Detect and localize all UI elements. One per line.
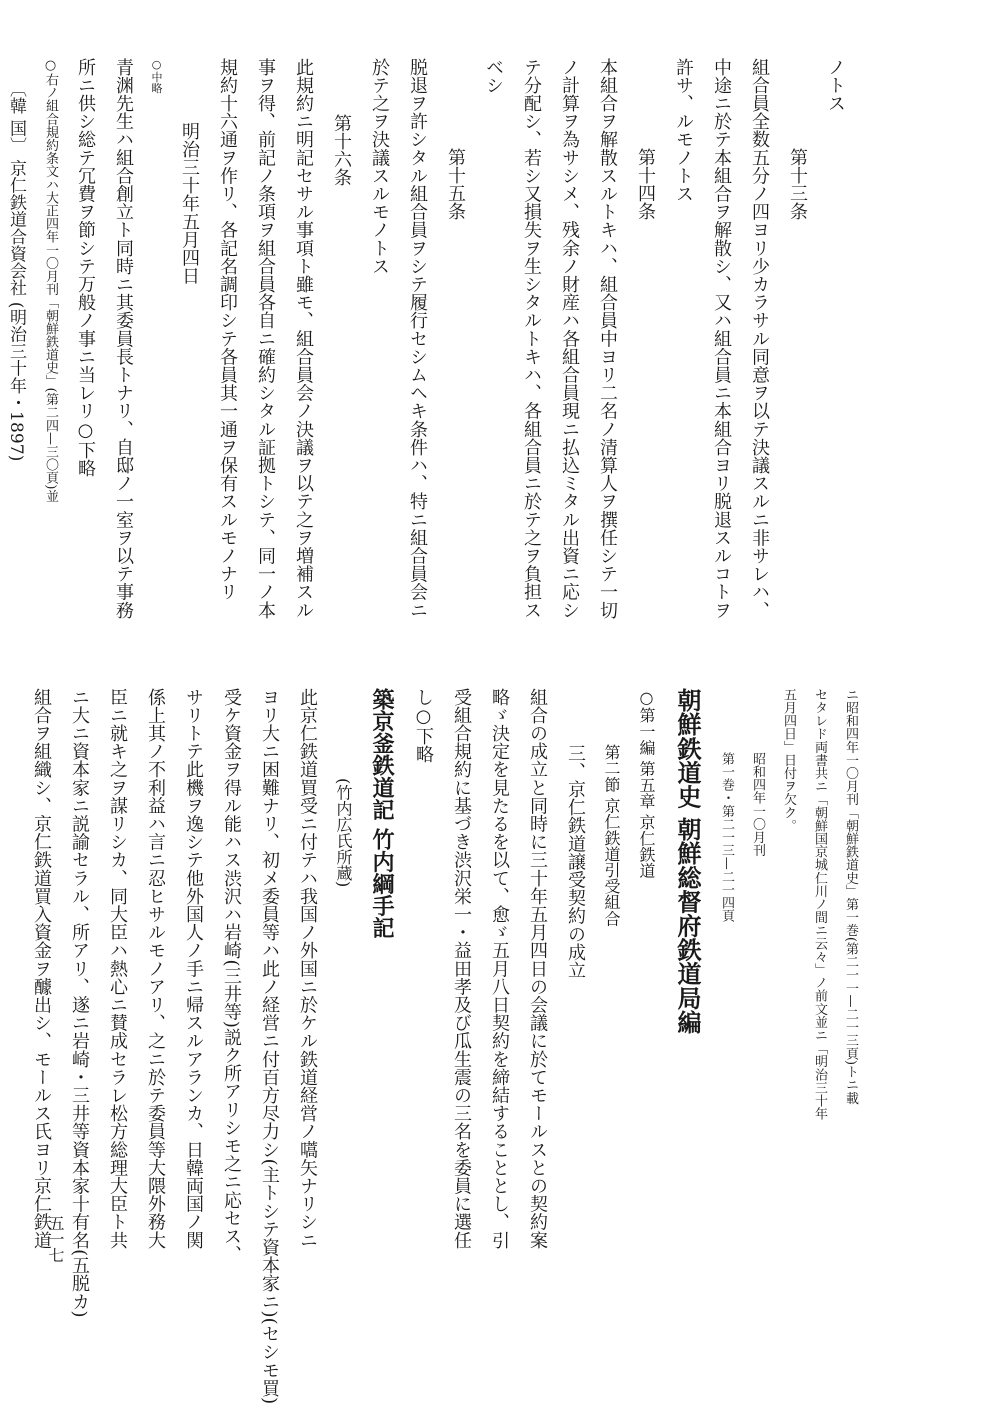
text-column: 青渊先生ハ組合創立ト同時ニ其委員長トナリ、自邸ノ一室ヲ以テ事務	[113, 58, 134, 620]
book-title: 朝鮮鉄道史 朝鮮総督府鉄道局編	[673, 688, 702, 1034]
text-column: 此京仁鉄道買受ニ付テハ我国ノ外国ニ於ケル鉄道経営ノ嚆矢ナリシニ	[297, 688, 318, 1250]
text-column: 係上其ノ不利益ハ言ニ忍ヒサルモノアリ、之ニ於テ委員等大隈外務大	[145, 688, 166, 1250]
text-column: 組合ヲ組織シ、京仁鉄道買入資金ヲ醵出シ、モールス氏ヨリ京仁鉄道	[31, 688, 52, 1250]
text-column: 規約十六通ヲ作リ、各記名調印シテ各員其一通ヲ保有スルモノナリ	[217, 58, 238, 601]
text-column: 受ケ資金ヲ得ル能ハス渋沢ハ岩崎(三井等)説ク所アリシモ之ニ応セス、	[221, 688, 242, 1264]
text-column: 許サ、ルモノトス	[673, 58, 694, 203]
omission-note: ○中略	[150, 58, 163, 94]
text-column: サリトテ此機ヲ逸シテ他外国人ノ手ニ帰スルアランカ、日韓両国ノ関	[183, 688, 204, 1250]
section-footer-label: 〔韓 国〕 京仁鉄道合資会社 (明治三十年・1897)	[6, 80, 26, 462]
text-column: ベシ	[483, 58, 504, 95]
text-column: 中途ニ於テ本組合ヲ解散シ、又ハ組合員ニ本組合ヨリ脱退スルコトヲ	[711, 58, 732, 620]
text-column: 臣ニ就キ之ヲ謀リシカ、同大臣ハ熱心ニ賛成セラレ松方総理大臣ト共	[107, 688, 128, 1250]
text-column: ノトス	[825, 58, 846, 113]
text-column: 於テ之ヲ決議スルモノトス	[369, 58, 390, 276]
article-heading: 第十六条	[331, 114, 352, 187]
article-heading: 第十四条	[635, 148, 656, 221]
text-column: ヨリ大ニ困難ナリ、初メ委員等ハ此ノ経営ニ付百方尽力シ(主トシテ資本家ニ)(セシモ買)	[259, 688, 280, 1405]
text-column: し○下略	[413, 688, 434, 764]
text-column: 此規約ニ明記セサル事項ト雖モ、組合員会ノ決議ヲ以テ之ヲ増補スル	[293, 58, 314, 620]
text-column: 組合の成立と同時に三十年五月四日の会議に於てモールスとの契約案	[527, 688, 548, 1250]
source-note: ○右ノ組合規約条文ハ大正四年一〇月刊「朝鮮鉄道史」(第二四—三〇頁)並	[43, 58, 58, 503]
text-column: ニ昭和四年一〇月刊「朝鮮鉄道史」第一巻(第二一一—二一三頁)トニ載	[843, 688, 858, 1105]
article-heading: 第十三条	[787, 148, 808, 221]
text-column: セタレド両書共ニ「朝鮮国京城仁川ノ間ニ云々」ノ前文並ニ「明治三十年	[812, 688, 827, 1121]
publication-date: 昭和四年一〇月刊	[750, 752, 765, 857]
lower-text-block	[16, 688, 860, 1405]
chapter-heading: ○第一編 第五章 京仁鉄道	[637, 688, 656, 879]
page-number: 五一七	[46, 1215, 65, 1263]
text-column: 脱退ヲ許シタル組合員ヲシテ履行セシムヘキ条件ハ、特ニ組合員会ニ	[407, 58, 428, 620]
text-column: 事ヲ得、前記ノ条項ヲ組合員各自ニ確約シタル証拠トシテ、同一ノ本	[255, 58, 276, 620]
text-column: ノ計算ヲ為サシメ、残余ノ財産ハ各組合員現ニ払込ミタル出資ニ応シ	[559, 58, 580, 620]
text-column: 五月四日」日付ヲ欠ク。	[781, 688, 796, 833]
text-column: 所ニ供シ総テ冗費ヲ節シテ万般ノ事ニ当レリ○下略	[75, 58, 96, 478]
text-column: 組合員全数五分ノ四ヨリ少カラサル同意ヲ以テ決議スルニ非サレハ、	[749, 58, 770, 620]
text-column: 略ゞ決定を見たるを以て、愈ゞ五月八日契約を締結することとし、引	[489, 688, 510, 1250]
text-column: テ分配シ、若シ又損失ヲ生シタルトキハ、各組合員ニ於テ之ヲ負担ス	[521, 58, 542, 620]
publication-pages: 第一巻・第二一三—二一四頁	[719, 752, 734, 923]
upper-text-block	[0, 58, 848, 658]
text-column: 受組合規約に基づき渋沢栄一・益田孝及び瓜生震の三名を委員に選任	[451, 688, 472, 1250]
collection-note: (竹内広氏所蔵)	[334, 778, 353, 888]
section-heading: 第二節 京仁鉄道引受組合	[602, 744, 621, 927]
text-column: 本組合ヲ解散スルトキハ、組合員中ヨリ二名ノ清算人ヲ撰任シテ一切	[597, 58, 618, 620]
subsection-heading: 三、京仁鉄道譲受契約の成立	[565, 744, 586, 980]
date-line: 明治三十年五月四日	[179, 122, 200, 285]
article-heading: 第十五条	[445, 148, 466, 221]
text-column: ニ大ニ資本家ニ説諭セラル、所アリ、遂ニ岩崎・三井等資本家十有名(五脱カ)	[69, 688, 90, 1318]
memoir-title: 築京釜鉄道記 竹内綱手記	[369, 688, 395, 939]
